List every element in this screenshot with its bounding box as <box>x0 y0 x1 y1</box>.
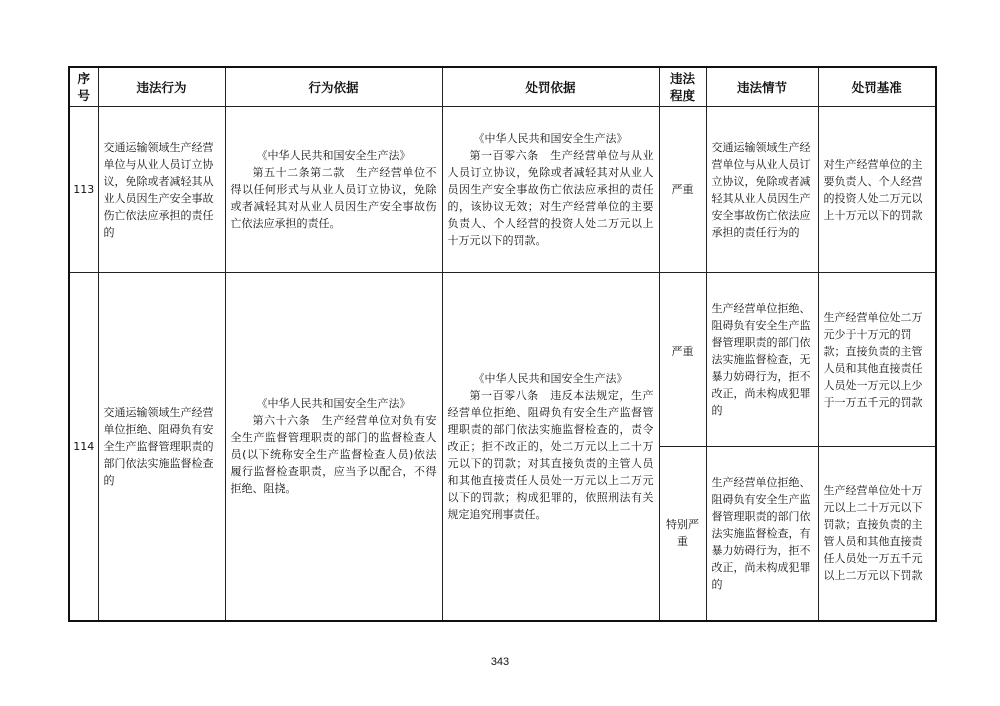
table-row <box>69 107 936 273</box>
behavior-basis <box>225 273 442 621</box>
header-circumstance: 违法情节 <box>706 67 818 107</box>
behavior-basis-text: 第六十六条 生产经营单位对负有安全生产监督管理职责的部门的监督检查人员(以下统称安全生产监督检查人员)依法履行监督检查职责，应当予以配合，不得拒绝、阻挠。 <box>230 414 437 496</box>
violation-circumstance: 生产经营单位拒绝、阻碍负有安全生产监督管理职责的部门依法实施监督检查，有暴力妨碍行为，拒不改正，尚未构成犯罪的 <box>706 447 818 621</box>
behavior-basis-title: 《中华人民共和国安全生产法》 <box>256 397 411 411</box>
violation-degree: 严重 <box>659 107 706 273</box>
violation-circumstance: 生产经营单位拒绝、阻碍负有安全生产监督管理职责的部门依法实施监督检查，无暴力妨碍行为，拒不改正，尚未构成犯罪的 <box>706 273 818 447</box>
penalty-basis-text: 第一百零八条 违反本法规定，生产经营单位拒绝、阻碍负有安全生产监督管理职责的部门依法实施监督检查的，责令改正；拒不改正的，处二万元以上二十万元以下的罚款；对其直接负责的主管人员和其他直接责任人员处一万元以上二万元以下的罚款；构成犯罪的，依照刑法有关规定追究刑事责任。 <box>447 388 654 521</box>
header-row <box>69 67 936 107</box>
penalty-basis <box>442 107 659 273</box>
penalty-table <box>68 66 937 622</box>
penalty-standard: 生产经营单位处十万元以上二十万元以下罚款；直接负责的主管人员和其他直接责任人员处一万五千元以上二万元以下罚款 <box>818 447 936 621</box>
table-row <box>69 273 936 447</box>
header-degree: 违法程度 <box>659 67 706 107</box>
violation-degree: 特别严重 <box>659 447 706 621</box>
page-number: 343 <box>490 656 510 668</box>
violation-behavior: 交通运输领域生产经营单位拒绝、阻碍负有安全生产监督管理职责的部门依法实施监督检查的 <box>98 273 225 621</box>
penalty-basis-title: 《中华人民共和国安全生产法》 <box>473 132 628 145</box>
behavior-basis-text: 第五十二条第二款 生产经营单位不得以任何形式与从业人员订立协议，免除或者减轻其对从业人员因生产安全事故伤亡依法应承担的责任。 <box>230 166 437 230</box>
row-number: 114 <box>69 273 98 621</box>
penalty-standard: 生产经营单位处二万元少于十万元的罚款；直接负责的主管人员和其他直接责任人员处一万元以上少于一万五千元的罚款 <box>818 273 936 447</box>
violation-circumstance: 交通运输领域生产经营单位与从业人员订立协议，免除或者减轻其从业人员因生产安全事故伤亡依法应承担的责任行为的 <box>706 107 818 273</box>
penalty-standard: 对生产经营单位的主要负责人、个人经营的投资人处二万元以上十万元以下的罚款 <box>818 107 936 273</box>
header-no: 序号 <box>69 67 98 107</box>
penalty-basis-title: 《中华人民共和国安全生产法》 <box>473 371 628 385</box>
behavior-basis <box>225 107 442 273</box>
header-behavior-basis: 行为依据 <box>225 67 442 107</box>
header-standard: 处罚基准 <box>818 67 936 107</box>
header-penalty-basis: 处罚依据 <box>442 67 659 107</box>
header-behavior: 违法行为 <box>98 67 225 107</box>
violation-degree: 严重 <box>659 273 706 447</box>
penalty-basis <box>442 273 659 621</box>
behavior-basis-title: 《中华人民共和国安全生产法》 <box>256 149 411 162</box>
row-number: 113 <box>69 107 98 273</box>
penalty-basis-text: 第一百零六条 生产经营单位与从业人员订立协议，免除或者减轻其对从业人员因生产安全事故伤亡依法应承担的责任的，该协议无效；对生产经营单位的主要负责人、个人经营的投资人处二万元以上十万元以下的罚款。 <box>447 149 654 247</box>
violation-behavior: 交通运输领域生产经营单位与从业人员订立协议，免除或者减轻其从业人员因生产安全事故伤亡依法应承担的责任的 <box>98 107 225 273</box>
